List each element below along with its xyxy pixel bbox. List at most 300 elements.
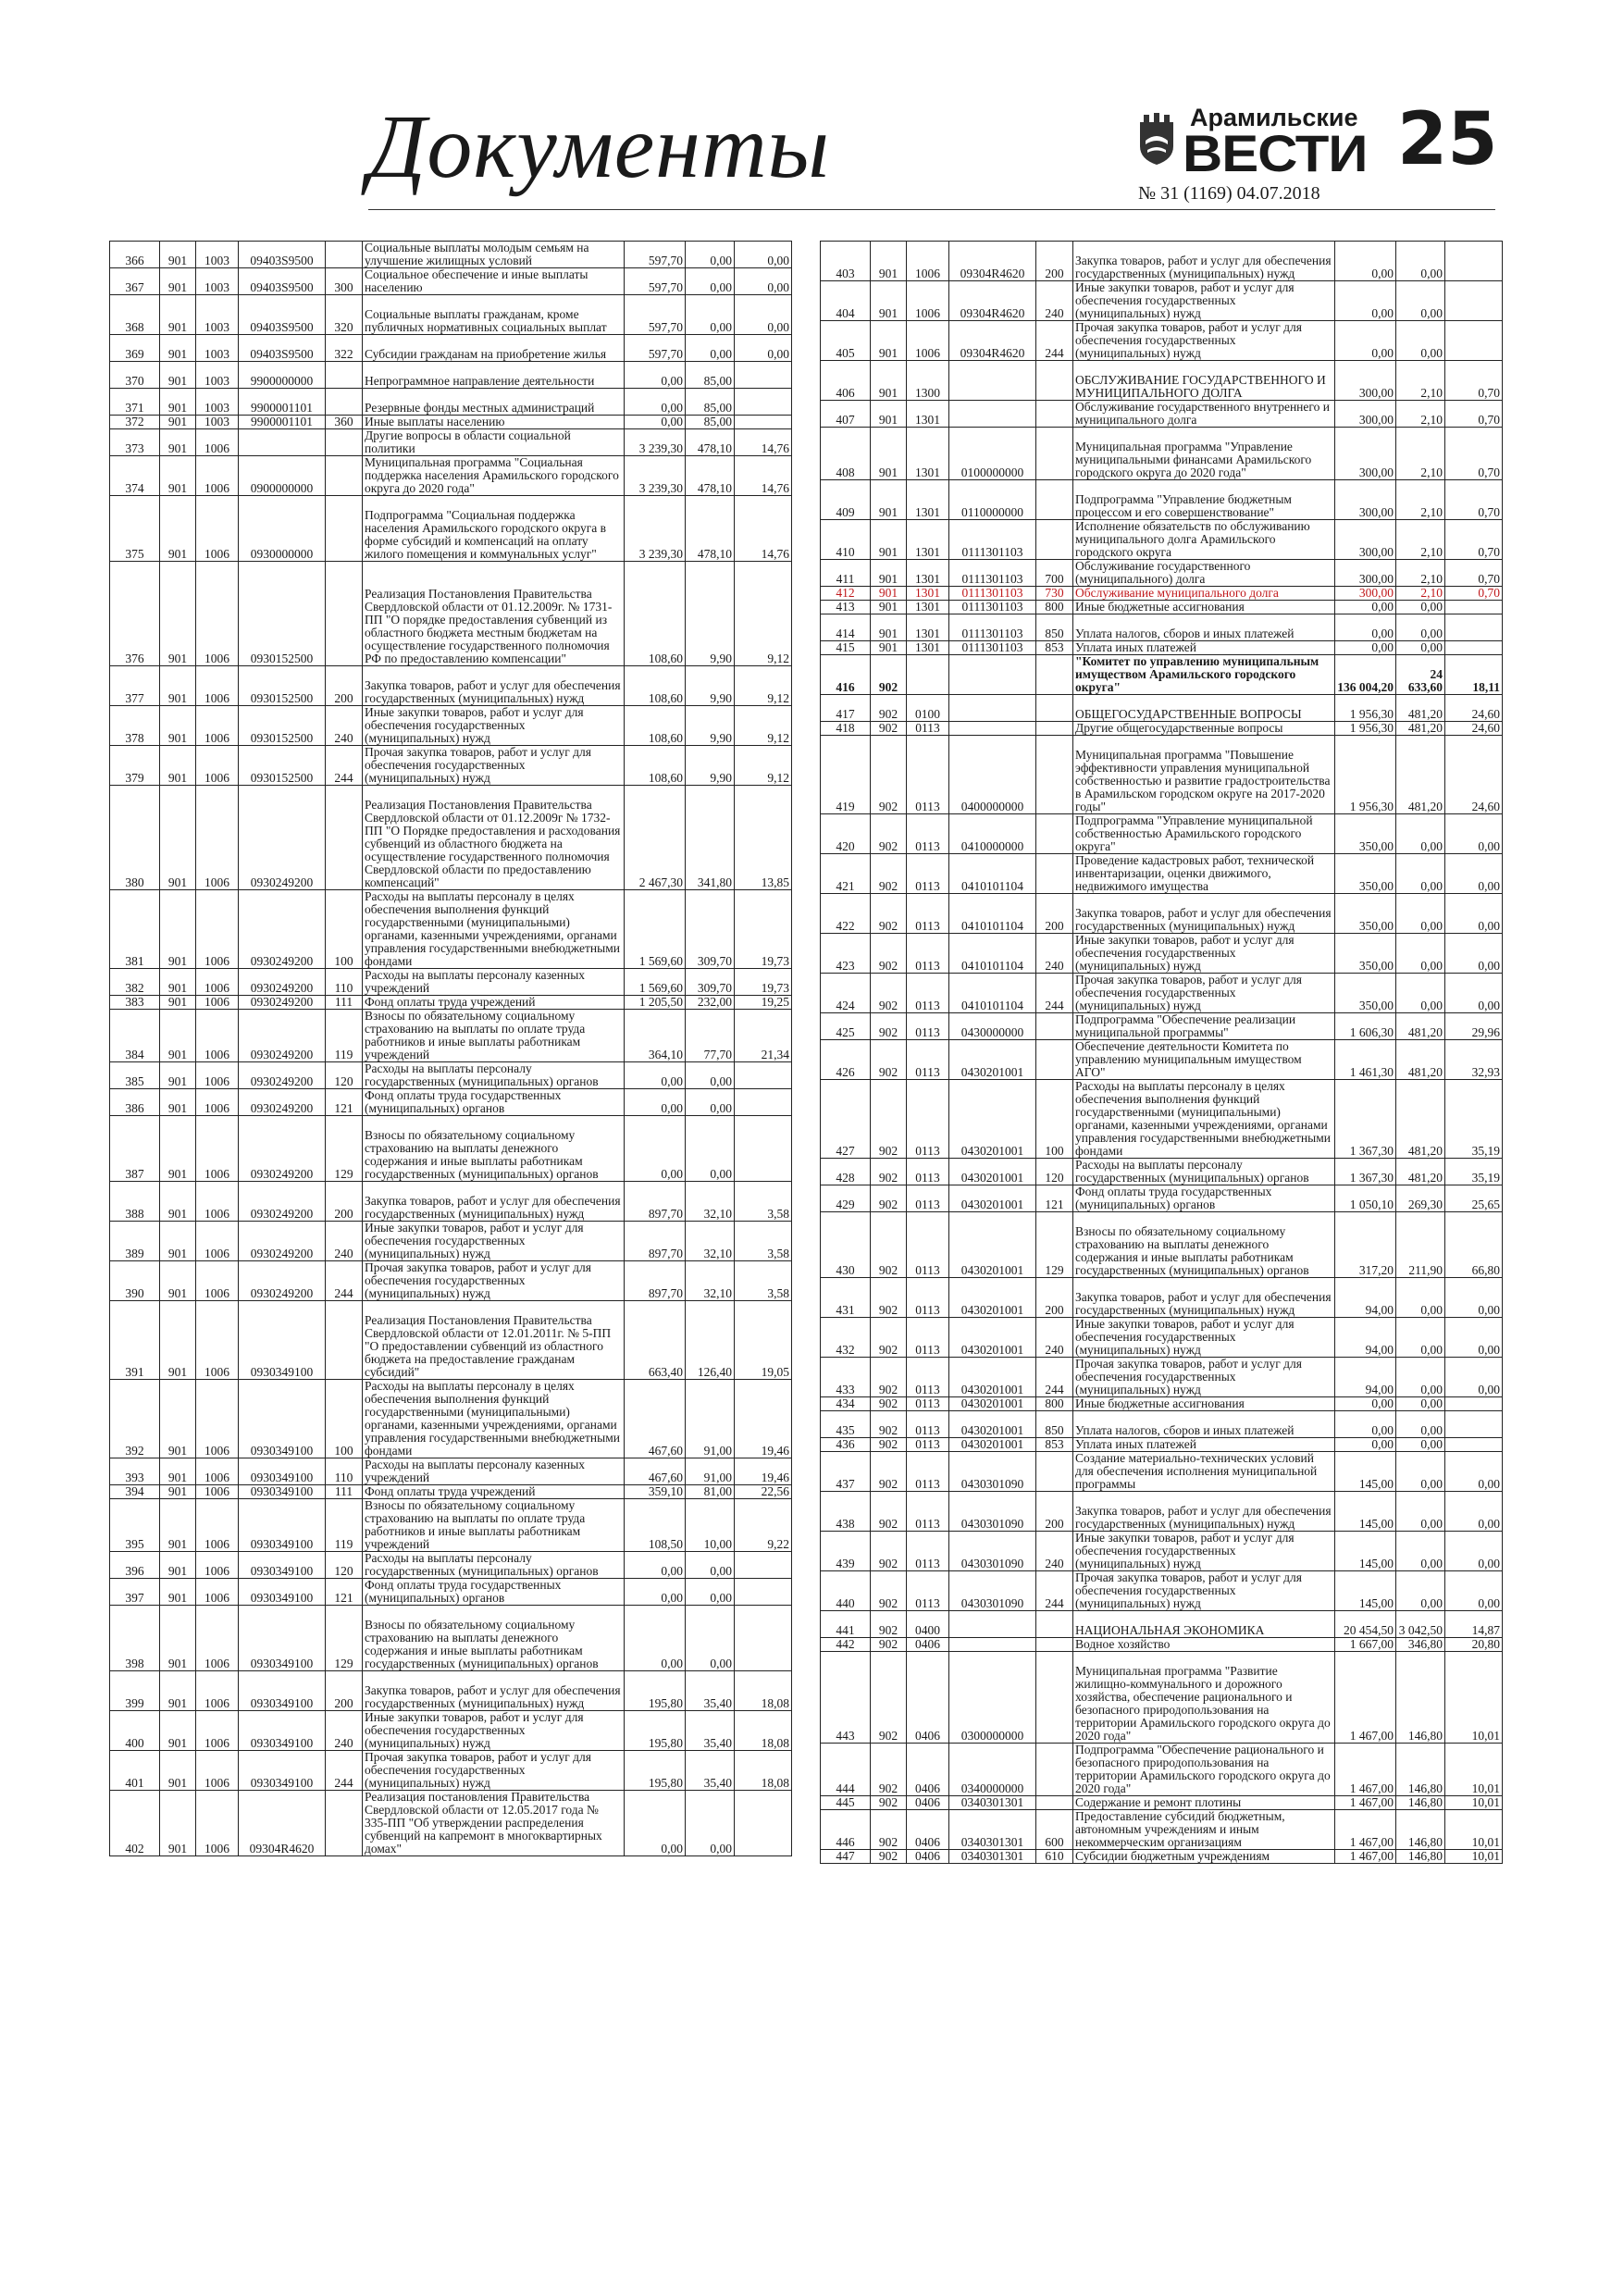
row-number: 398: [110, 1606, 160, 1671]
target-article: 0111301103: [949, 601, 1036, 614]
expense-type: [1036, 736, 1073, 814]
actual-amount: 0,00: [686, 1579, 735, 1606]
section-code: 0113: [907, 722, 949, 736]
section-code: 1301: [907, 601, 949, 614]
row-description: Закупка товаров, работ и услуг для обеспечения государственных (муниципальных) нужд: [363, 1182, 625, 1222]
row-number: 438: [821, 1492, 871, 1532]
target-article: 0430301090: [949, 1571, 1036, 1611]
percent-executed: 0,00: [1445, 974, 1503, 1013]
actual-amount: 0,00: [1396, 641, 1445, 655]
dept-code: 902: [871, 1611, 907, 1638]
row-description: Иные закупки товаров, работ и услуг для обеспечения государственных (муниципальных) нужд: [1073, 1532, 1335, 1571]
table-row: [110, 362, 792, 389]
dept-code: 901: [160, 1458, 196, 1485]
target-article: 0340301301: [949, 1796, 1036, 1810]
plan-amount: 897,70: [625, 1182, 686, 1222]
target-article: 9900001101: [239, 416, 326, 429]
section-code: 0113: [907, 736, 949, 814]
table-row: [821, 1571, 1503, 1611]
actual-amount: 481,20: [1396, 1159, 1445, 1185]
dept-code: 901: [871, 242, 907, 281]
dept-code: 901: [160, 1499, 196, 1552]
row-number: 369: [110, 335, 160, 362]
actual-amount: 341,80: [686, 786, 735, 890]
target-article: 0930249200: [239, 1116, 326, 1182]
row-description: Прочая закупка товаров, работ и услуг для обеспечения государственных (муниципальных) нужд: [363, 1261, 625, 1301]
dept-code: 901: [160, 268, 196, 295]
section-code: 1006: [196, 1261, 239, 1301]
row-description: Муниципальная программа "Управление муниципальными финансами Арамильского городского округа до 2020 года": [1073, 428, 1335, 480]
section-code: 1006: [196, 1116, 239, 1182]
percent-executed: 0,00: [1445, 894, 1503, 934]
actual-amount: 478,10: [686, 496, 735, 562]
table-row: [110, 1485, 792, 1499]
table-row: [110, 1116, 792, 1182]
section-code: 1301: [907, 587, 949, 601]
row-number: 401: [110, 1751, 160, 1791]
dept-code: 901: [871, 601, 907, 614]
section-title: Документы: [368, 97, 831, 197]
row-number: 405: [821, 321, 871, 361]
percent-executed: 0,70: [1445, 401, 1503, 428]
row-number: 396: [110, 1552, 160, 1579]
table-row: [110, 562, 792, 666]
expense-type: 121: [326, 1579, 363, 1606]
section-code: 0113: [907, 1358, 949, 1397]
row-description: Содержание и ремонт плотины: [1073, 1796, 1335, 1810]
row-description: Водное хозяйство: [1073, 1638, 1335, 1652]
expense-type: [1036, 695, 1073, 722]
percent-executed: 0,00: [1445, 1318, 1503, 1358]
actual-amount: 0,00: [686, 1089, 735, 1116]
expense-type: 121: [326, 1089, 363, 1116]
percent-executed: 0,00: [1445, 854, 1503, 894]
row-description: Прочая закупка товаров, работ и услуг для обеспечения государственных (муниципальных) нужд: [363, 1751, 625, 1791]
expense-type: [1036, 854, 1073, 894]
target-article: [949, 695, 1036, 722]
expense-type: 244: [326, 1751, 363, 1791]
dept-code: 901: [871, 361, 907, 401]
plan-amount: 1 367,30: [1335, 1159, 1396, 1185]
percent-executed: 9,22: [735, 1499, 792, 1552]
plan-amount: 145,00: [1335, 1492, 1396, 1532]
percent-executed: 24,60: [1445, 695, 1503, 722]
plan-amount: 897,70: [625, 1261, 686, 1301]
header-divider: [368, 209, 1495, 210]
row-number: 432: [821, 1318, 871, 1358]
dept-code: 902: [871, 1850, 907, 1864]
table-row: [110, 1261, 792, 1301]
expense-type: 244: [1036, 974, 1073, 1013]
dept-code: 901: [871, 520, 907, 560]
dept-code: 901: [160, 562, 196, 666]
row-number: 399: [110, 1671, 160, 1711]
target-article: 0430201001: [949, 1080, 1036, 1159]
expense-type: 240: [1036, 281, 1073, 321]
actual-amount: 9,90: [686, 706, 735, 746]
row-description: Обслуживание муниципального долга: [1073, 587, 1335, 601]
table-row: [821, 281, 1503, 321]
expense-type: [326, 1791, 363, 1856]
actual-amount: 0,00: [1396, 242, 1445, 281]
percent-executed: 9,12: [735, 562, 792, 666]
table-row: [821, 560, 1503, 587]
plan-amount: 300,00: [1335, 587, 1396, 601]
target-article: 0430201001: [949, 1278, 1036, 1318]
row-description: Взносы по обязательному социальному страхованию на выплаты денежного содержания и иные выплаты работникам государственных (муниципальных) органов: [363, 1606, 625, 1671]
percent-executed: [735, 362, 792, 389]
section-code: 1301: [907, 428, 949, 480]
percent-executed: 0,00: [735, 268, 792, 295]
dept-code: 902: [871, 722, 907, 736]
target-article: 0430201001: [949, 1397, 1036, 1411]
row-number: 437: [821, 1452, 871, 1492]
expense-type: [1036, 814, 1073, 854]
actual-amount: 0,00: [686, 268, 735, 295]
plan-amount: 300,00: [1335, 480, 1396, 520]
actual-amount: 77,70: [686, 1010, 735, 1062]
section-code: 0406: [907, 1652, 949, 1744]
plan-amount: 108,60: [625, 746, 686, 786]
section-code: 1003: [196, 416, 239, 429]
table-row: [821, 894, 1503, 934]
section-code: 1301: [907, 641, 949, 655]
table-row: [110, 1458, 792, 1485]
percent-executed: 25,65: [1445, 1185, 1503, 1212]
table-row: [110, 1791, 792, 1856]
section-code: 0113: [907, 974, 949, 1013]
section-code: 1006: [196, 1010, 239, 1062]
expense-type: [326, 1301, 363, 1380]
page-number: 25: [1397, 98, 1498, 181]
row-number: 368: [110, 295, 160, 335]
dept-code: 901: [160, 295, 196, 335]
row-number: 389: [110, 1222, 160, 1261]
percent-executed: 14,76: [735, 496, 792, 562]
table-row: [821, 321, 1503, 361]
section-code: 0113: [907, 1411, 949, 1438]
actual-amount: 0,00: [1396, 1452, 1445, 1492]
table-row: [110, 1552, 792, 1579]
table-row: [821, 1411, 1503, 1438]
plan-amount: 1 467,00: [1335, 1850, 1396, 1864]
dept-code: 901: [160, 1485, 196, 1499]
plan-amount: 0,00: [1335, 614, 1396, 641]
row-number: 416: [821, 655, 871, 695]
section-code: 1003: [196, 242, 239, 268]
section-code: 1006: [196, 496, 239, 562]
target-article: [949, 655, 1036, 695]
row-description: Иные закупки товаров, работ и услуг для обеспечения государственных (муниципальных) нужд: [363, 1711, 625, 1751]
target-article: 0111301103: [949, 587, 1036, 601]
row-description: Подпрограмма "Обеспечение рационального и безопасного природопользования на территории Арамильского городского округа до 2020 года": [1073, 1744, 1335, 1796]
row-description: Расходы на выплаты персоналу государственных (муниципальных) органов: [363, 1552, 625, 1579]
target-article: 0930349100: [239, 1458, 326, 1485]
row-number: 373: [110, 429, 160, 456]
section-code: 1006: [196, 456, 239, 496]
row-description: Проведение кадастровых работ, технической инвентаризации, оценки движимого, недвижимого имущества: [1073, 854, 1335, 894]
actual-amount: 85,00: [686, 362, 735, 389]
percent-executed: 0,00: [1445, 814, 1503, 854]
section-code: 1003: [196, 335, 239, 362]
section-code: 1006: [196, 429, 239, 456]
table-row: [110, 666, 792, 706]
percent-executed: [735, 1552, 792, 1579]
dept-code: 901: [871, 587, 907, 601]
row-description: Муниципальная программа "Развитие жилищно-коммунального и дорожного хозяйства, обеспечение рационального и безопасного природопользования на территории Арамильского городского округа до 2020 года": [1073, 1652, 1335, 1744]
actual-amount: 0,00: [1396, 1438, 1445, 1452]
actual-amount: 478,10: [686, 429, 735, 456]
percent-executed: 14,76: [735, 456, 792, 496]
row-number: 388: [110, 1182, 160, 1222]
expense-type: [326, 496, 363, 562]
plan-amount: 350,00: [1335, 974, 1396, 1013]
actual-amount: 0,00: [686, 1606, 735, 1671]
row-number: 426: [821, 1040, 871, 1080]
table-row: [110, 496, 792, 562]
table-row: [821, 1212, 1503, 1278]
table-row: [821, 1652, 1503, 1744]
actual-amount: 2,10: [1396, 520, 1445, 560]
expense-type: 800: [1036, 601, 1073, 614]
percent-executed: 18,08: [735, 1671, 792, 1711]
actual-amount: 126,40: [686, 1301, 735, 1380]
expense-type: [1036, 480, 1073, 520]
actual-amount: 35,40: [686, 1711, 735, 1751]
dept-code: 901: [160, 706, 196, 746]
plan-amount: 300,00: [1335, 401, 1396, 428]
plan-amount: 350,00: [1335, 854, 1396, 894]
section-code: 1003: [196, 268, 239, 295]
plan-amount: 350,00: [1335, 894, 1396, 934]
newspaper-logo: [1136, 100, 1368, 189]
percent-executed: 0,70: [1445, 560, 1503, 587]
target-article: 0430000000: [949, 1013, 1036, 1040]
dept-code: 901: [160, 1301, 196, 1380]
target-article: 0930000000: [239, 496, 326, 562]
target-article: [949, 1638, 1036, 1652]
percent-executed: 14,87: [1445, 1611, 1503, 1638]
row-number: 386: [110, 1089, 160, 1116]
coat-of-arms-icon: [1136, 113, 1177, 167]
expense-type: [326, 429, 363, 456]
section-code: 1301: [907, 480, 949, 520]
row-number: 427: [821, 1080, 871, 1159]
row-description: НАЦИОНАЛЬНАЯ ЭКОНОМИКА: [1073, 1611, 1335, 1638]
target-article: 0111301103: [949, 520, 1036, 560]
table-row: [821, 242, 1503, 281]
actual-amount: 0,00: [686, 242, 735, 268]
section-code: 1006: [196, 890, 239, 969]
plan-amount: 145,00: [1335, 1452, 1396, 1492]
section-code: 1006: [196, 1062, 239, 1089]
dept-code: 902: [871, 1571, 907, 1611]
expense-type: 200: [326, 1182, 363, 1222]
expense-type: [326, 562, 363, 666]
expense-type: 240: [1036, 1318, 1073, 1358]
percent-executed: 22,56: [735, 1485, 792, 1499]
row-description: Реализация Постановления Правительства Свердловской области от 01.12.2009г. № 1731-ПП "О порядке предоставления субвенций из областного бюджета местным бюджетам на осуществление государственного полномочия РФ по предоставлению компенсации": [363, 562, 625, 666]
row-description: Расходы на выплаты персоналу государственных (муниципальных) органов: [363, 1062, 625, 1089]
section-code: 1006: [196, 1301, 239, 1380]
dept-code: 901: [160, 666, 196, 706]
row-number: 443: [821, 1652, 871, 1744]
section-code: 0113: [907, 1438, 949, 1452]
plan-amount: 1 050,10: [1335, 1185, 1396, 1212]
actual-amount: 0,00: [686, 335, 735, 362]
target-article: 0410101104: [949, 854, 1036, 894]
section-code: 0113: [907, 1212, 949, 1278]
section-code: 1006: [196, 1380, 239, 1458]
table-row: [821, 1040, 1503, 1080]
actual-amount: 146,80: [1396, 1652, 1445, 1744]
percent-executed: 3,58: [735, 1222, 792, 1261]
target-article: 0340301301: [949, 1850, 1036, 1864]
section-code: 0406: [907, 1744, 949, 1796]
expense-type: [1036, 1452, 1073, 1492]
percent-executed: 0,00: [1445, 1571, 1503, 1611]
dept-code: 901: [160, 1579, 196, 1606]
dept-code: 902: [871, 655, 907, 695]
percent-executed: 24,60: [1445, 736, 1503, 814]
section-code: 0113: [907, 854, 949, 894]
plan-amount: 136 004,20: [1335, 655, 1396, 695]
section-code: 1006: [196, 1711, 239, 1751]
row-number: 379: [110, 746, 160, 786]
actual-amount: 10,00: [686, 1499, 735, 1552]
table-row: [110, 456, 792, 496]
section-code: 1006: [196, 1222, 239, 1261]
row-description: "Комитет по управлению муниципальным имуществом Арамильского городского округа": [1073, 655, 1335, 695]
plan-amount: 0,00: [625, 1791, 686, 1856]
row-description: Иные закупки товаров, работ и услуг для обеспечения государственных (муниципальных) нужд: [1073, 1318, 1335, 1358]
actual-amount: 91,00: [686, 1380, 735, 1458]
section-code: 0113: [907, 1397, 949, 1411]
table-row: [821, 722, 1503, 736]
table-row: [110, 786, 792, 890]
actual-amount: 91,00: [686, 1458, 735, 1485]
target-article: 09403S9500: [239, 268, 326, 295]
section-code: 1006: [196, 969, 239, 996]
target-article: 0930249200: [239, 1261, 326, 1301]
actual-amount: 0,00: [686, 1791, 735, 1856]
row-number: 436: [821, 1438, 871, 1452]
row-number: 446: [821, 1810, 871, 1850]
dept-code: 902: [871, 1185, 907, 1212]
dept-code: 901: [160, 1010, 196, 1062]
target-article: 0930249200: [239, 996, 326, 1010]
plan-amount: 350,00: [1335, 934, 1396, 974]
target-article: 0410101104: [949, 894, 1036, 934]
row-description: Прочая закупка товаров, работ и услуг для обеспечения государственных (муниципальных) нужд: [363, 746, 625, 786]
plan-amount: 359,10: [625, 1485, 686, 1499]
expense-type: 244: [1036, 1571, 1073, 1611]
plan-amount: 20 454,50: [1335, 1611, 1396, 1638]
row-description: Создание материально-технических условий для обеспечения исполнения муниципальной программы: [1073, 1452, 1335, 1492]
actual-amount: 269,30: [1396, 1185, 1445, 1212]
percent-executed: 0,70: [1445, 587, 1503, 601]
plan-amount: 3 239,30: [625, 496, 686, 562]
row-number: 414: [821, 614, 871, 641]
actual-amount: 0,00: [1396, 601, 1445, 614]
expense-type: 240: [1036, 934, 1073, 974]
table-row: [821, 1810, 1503, 1850]
section-code: 1300: [907, 361, 949, 401]
target-article: 0430201001: [949, 1212, 1036, 1278]
row-number: 372: [110, 416, 160, 429]
row-number: 387: [110, 1116, 160, 1182]
table-row: [110, 1182, 792, 1222]
actual-amount: 0,00: [686, 1552, 735, 1579]
row-description: ОБСЛУЖИВАНИЕ ГОСУДАРСТВЕННОГО И МУНИЦИПАЛЬНОГО ДОЛГА: [1073, 361, 1335, 401]
actual-amount: 481,20: [1396, 1080, 1445, 1159]
row-description: Субсидии бюджетным учреждениям: [1073, 1850, 1335, 1864]
plan-amount: 597,70: [625, 242, 686, 268]
expense-type: [1036, 361, 1073, 401]
percent-executed: 0,00: [1445, 1278, 1503, 1318]
row-description: Расходы на выплаты персоналу казенных учреждений: [363, 1458, 625, 1485]
table-row: [110, 242, 792, 268]
row-description: Закупка товаров, работ и услуг для обеспечения государственных (муниципальных) нужд: [1073, 242, 1335, 281]
table-row: [821, 1744, 1503, 1796]
expense-type: [1036, 1796, 1073, 1810]
row-description: Социальные выплаты молодым семьям на улучшение жилищных условий: [363, 242, 625, 268]
plan-amount: 897,70: [625, 1222, 686, 1261]
actual-amount: 35,40: [686, 1671, 735, 1711]
expense-type: 244: [326, 1261, 363, 1301]
table-row: [821, 854, 1503, 894]
expense-type: 850: [1036, 614, 1073, 641]
row-number: 394: [110, 1485, 160, 1499]
percent-executed: 10,01: [1445, 1796, 1503, 1810]
actual-amount: 0,00: [1396, 974, 1445, 1013]
actual-amount: 3 042,50: [1396, 1611, 1445, 1638]
section-code: 0400: [907, 1611, 949, 1638]
row-number: 395: [110, 1499, 160, 1552]
dept-code: 901: [160, 746, 196, 786]
plan-amount: 3 239,30: [625, 456, 686, 496]
target-article: 0930349100: [239, 1671, 326, 1711]
row-description: Расходы на выплаты персоналу в целях обеспечения выполнения функций государственными (муниципальными) органами, казенными учреждениями, органами управления государственными внебюджетными фондами: [363, 1380, 625, 1458]
row-description: Взносы по обязательному социальному страхованию на выплаты денежного содержания и иные выплаты работникам государственных (муниципальных) органов: [363, 1116, 625, 1182]
row-number: 422: [821, 894, 871, 934]
percent-executed: [1445, 1411, 1503, 1438]
table-row: [821, 655, 1503, 695]
row-description: Закупка товаров, работ и услуг для обеспечения государственных (муниципальных) нужд: [1073, 1492, 1335, 1532]
row-description: Фонд оплаты труда учреждений: [363, 996, 625, 1010]
row-number: 435: [821, 1411, 871, 1438]
target-article: 0410101104: [949, 934, 1036, 974]
actual-amount: 0,00: [1396, 934, 1445, 974]
table-row: [110, 1062, 792, 1089]
row-number: 412: [821, 587, 871, 601]
dept-code: 901: [160, 456, 196, 496]
plan-amount: 0,00: [1335, 281, 1396, 321]
row-number: 421: [821, 854, 871, 894]
row-number: 393: [110, 1458, 160, 1485]
expense-type: [326, 786, 363, 890]
row-description: Уплата иных платежей: [1073, 1438, 1335, 1452]
table-row: [821, 520, 1503, 560]
dept-code: 901: [160, 335, 196, 362]
actual-amount: 0,00: [1396, 1532, 1445, 1571]
row-number: 385: [110, 1062, 160, 1089]
actual-amount: 0,00: [1396, 321, 1445, 361]
percent-executed: 0,70: [1445, 361, 1503, 401]
actual-amount: 309,70: [686, 969, 735, 996]
row-description: Прочая закупка товаров, работ и услуг для обеспечения государственных (муниципальных) нужд: [1073, 321, 1335, 361]
row-number: 423: [821, 934, 871, 974]
